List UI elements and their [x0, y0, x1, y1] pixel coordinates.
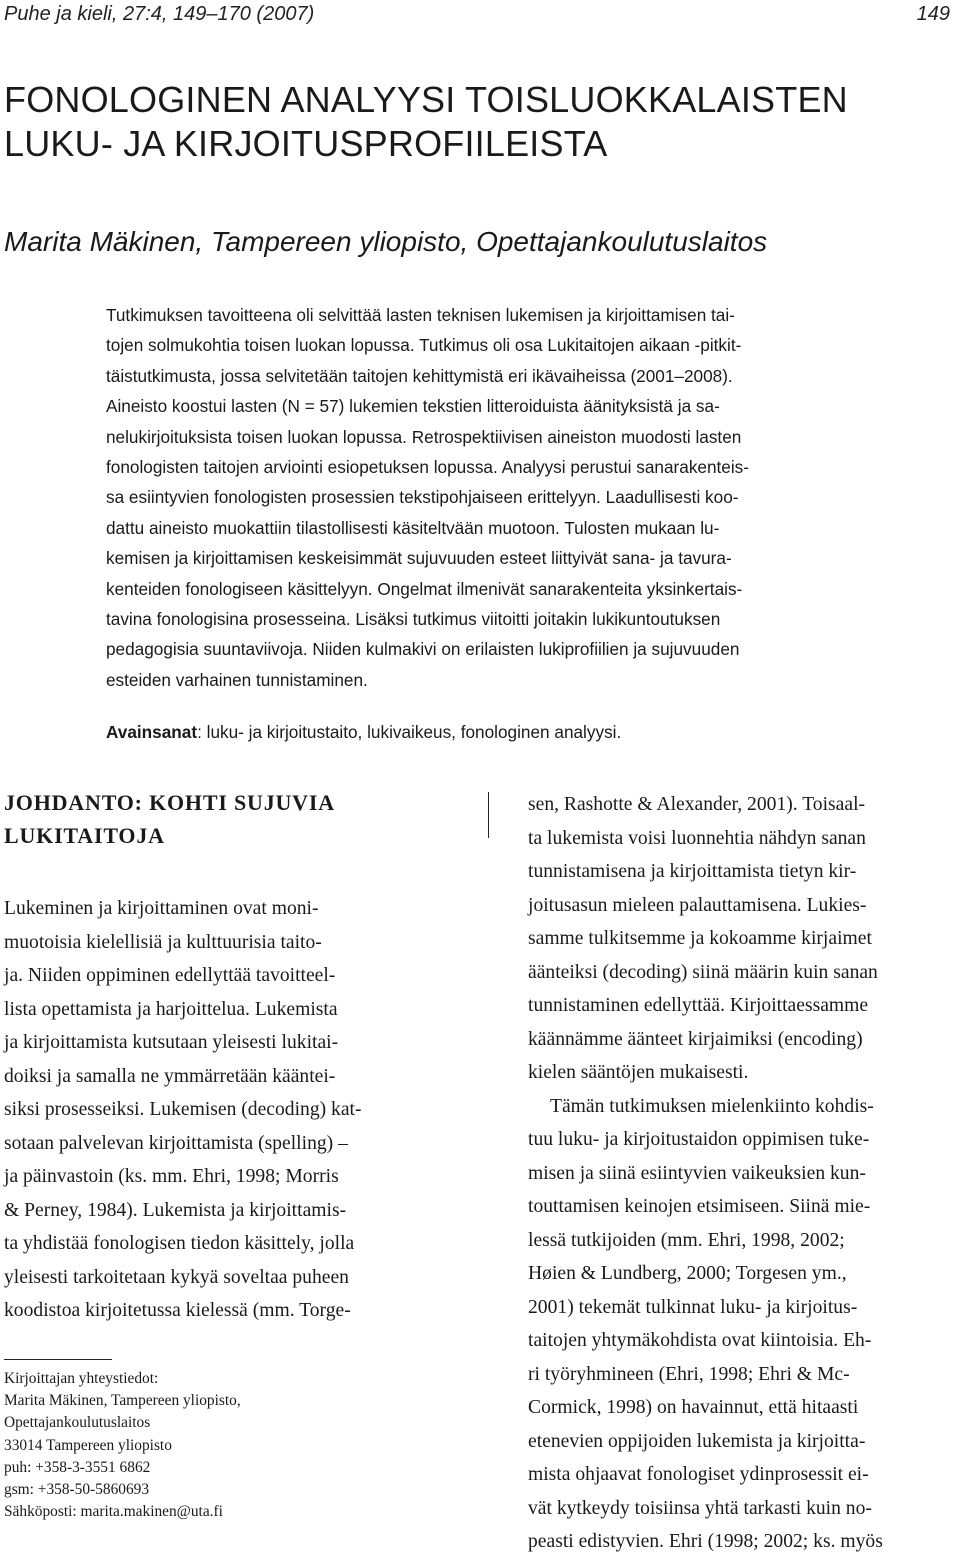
title-line: LUKU- JA KIRJOITUSPROFIILEISTA: [4, 123, 608, 164]
body-line: tuu luku- ja kirjoitustaidon oppimisen tuke-: [528, 1129, 870, 1150]
body-line: doiksi ja samalla ne ymmärretään kääntei-: [4, 1065, 336, 1087]
body-line: 2001) tekemät tulkinnat luku- ja kirjoitus-: [528, 1296, 858, 1318]
body-line: tunnistaminen edellyttää. Kirjoittaessamme: [528, 995, 869, 1016]
body-line: ja kirjoittamista kutsutaan yleisesti lukitai-: [4, 1032, 339, 1053]
body-line: Høien & Lundberg, 2000; Torgesen ym.,: [528, 1263, 847, 1284]
left-body-text: [4, 892, 436, 1328]
page-number: 149: [916, 3, 950, 25]
right-column: [528, 788, 956, 1559]
footnote-line: Opettajankoulutuslaitos: [4, 1414, 151, 1432]
abstract: [106, 300, 870, 695]
body-line: ri työryhmineen (Ehri, 1998; Ehri & Mc-: [528, 1363, 850, 1385]
body-line: ja päinvastoin (ks. mm. Ehri, 1998; Morris: [4, 1166, 339, 1187]
abstract-line: tavina fonologisina prosesseina. Lisäksi tutkimus viitoitti joitakin lukikuntoutuksen: [106, 609, 721, 630]
abstract-line: Tutkimuksen tavoitteena oli selvittää lasten teknisen lukemisen ja kirjoittamisen tai-: [106, 305, 735, 325]
keywords-text: : luku- ja kirjoitustaito, lukivaikeus, fonologinen analyysi.: [197, 722, 622, 742]
journal-citation: Puhe ja kieli, 27:4, 149–170 (2007): [4, 3, 315, 25]
body-line: mista ohjaavat fonologiset ydinprosessit ei-: [528, 1464, 869, 1485]
abstract-line: tojen solmukohtia toisen luokan lopussa. Tutkimus oli osa Lukitaitojen aikaan -pitkit-: [106, 335, 742, 356]
body-line: misen ja siinä esiintyvien vaikeuksien kun-: [528, 1162, 866, 1184]
article-title: [4, 78, 944, 166]
body-line: sen, Rashotte & Alexander, 2001). Toisaal-: [528, 794, 866, 815]
abstract-line: sa esiintyvien fonologisten prosessien tekstipohjaiseen erittelyyn. Laadullisesti koo-: [106, 487, 739, 508]
body-line: koodistoa kirjoitetussa kielessä (mm. Torge-: [4, 1300, 351, 1321]
body-line: etenevien oppijoiden lukemista ja kirjoitta-: [528, 1430, 866, 1452]
abstract-line: esteiden varhainen tunnistaminen.: [106, 669, 368, 690]
footnote-line: 33014 Tampereen yliopisto: [4, 1436, 172, 1454]
body-line: lista opettamista ja harjoittelua. Lukemista: [4, 998, 338, 1020]
column-divider: [488, 792, 489, 838]
body-line: ta yhdistää fonologisen tiedon käsittely, jolla: [4, 1233, 355, 1254]
footnote-line: Marita Mäkinen, Tampereen yliopisto,: [4, 1392, 241, 1410]
abstract-line: fonologisten taitojen arviointi esiopetuksen lopussa. Analyysi perustui sanarakenteis-: [106, 457, 750, 478]
footnote-line: gsm: +358-50-5860693: [4, 1481, 150, 1499]
body-line: kielen sääntöjen mukaisesti.: [528, 1062, 749, 1083]
body-line: taitojen yhtymäkohdista ovat kiintoisia. Eh-: [528, 1330, 872, 1351]
footnote-line: puh: +358-3-3551 6862: [4, 1458, 151, 1476]
body-line: & Perney, 1984). Lukemista ja kirjoittamis-: [4, 1199, 347, 1221]
footnote-line: Kirjoittajan yhteystiedot:: [4, 1370, 159, 1387]
body-line: touttamisen keinojen etsimiseen. Siinä mie-: [528, 1196, 871, 1217]
body-line: käännämme äänteet kirjaimiksi (encoding): [528, 1028, 863, 1050]
body-line: yleisesti tarkoitetaan kykyä soveltaa puheen: [4, 1266, 349, 1288]
abstract-line: Aineisto koostui lasten (N = 57) lukemien tekstien litteroiduista äänityksistä ja sa-: [106, 396, 720, 417]
author-contact-footnote: [4, 1368, 444, 1523]
body-line: joitusasun mieleen palauttamisena. Lukies-: [528, 894, 867, 916]
body-line: sotaan palvelevan kirjoittamista (spelling) –: [4, 1132, 348, 1154]
body-line: ta lukemista voisi luonnehtia nähdyn sanan: [528, 827, 866, 849]
running-head: [4, 3, 950, 27]
title-line: FONOLOGINEN ANALYYSI TOISLUOKKALAISTEN: [4, 79, 848, 120]
abstract-line: nelukirjoituksista toisen luokan lopussa. Retrospektiivisen aineiston muodosti lasten: [106, 426, 742, 447]
body-line: lessä tutkijoiden (mm. Ehri, 1998, 2002;: [528, 1229, 845, 1251]
section-heading: [4, 786, 436, 852]
body-line: vät kytkeydy toisiinsa yhtä tarkasti kuin no-: [528, 1497, 872, 1519]
footnote-line: Sähköposti: marita.makinen@uta.fi: [4, 1503, 223, 1521]
body-line: samme tulkitsemme ja kokoamme kirjaimet: [528, 928, 872, 949]
body-line: siksi prosesseiksi. Lukemisen (decoding) kat-: [4, 1099, 362, 1120]
abstract-line: kemisen ja kirjoittamisen keskeisimmät sujuvuuden esteet liittyivät sana- ja tavura-: [106, 548, 732, 569]
body-line: peasti edistyvien. Ehri (1998; 2002; ks. myös: [528, 1531, 883, 1552]
abstract-line: kenteiden fonologiseen käsittelyyn. Ongelmat ilmenivät sanarakenteita yksinkertais-: [106, 578, 743, 599]
abstract-line: täistutkimusta, jossa selvitetään taitojen kehittymistä eri ikävaiheissa (2001–2008).: [106, 365, 733, 386]
body-line: Tämän tutkimuksen mielenkiinto kohdis-: [550, 1095, 874, 1117]
footnote-rule: [4, 1359, 112, 1360]
keywords-label: Avainsanat: [106, 722, 198, 742]
left-column: [4, 786, 436, 1321]
body-line: ja. Niiden oppiminen edellyttää tavoitteel-: [4, 965, 336, 986]
body-line: Cormick, 1998) on havainnut, että hitaasti: [528, 1397, 859, 1418]
body-line: tunnistamisena ja kirjoittamista tietyn kir-: [528, 861, 857, 882]
abstract-line: dattu aineisto muokattiin tilastollisesti käsiteltvään muotoon. Tulosten mukaan lu-: [106, 517, 720, 538]
body-line: Lukeminen ja kirjoittaminen ovat moni-: [4, 898, 319, 919]
heading-line: JOHDANTO: KOHTI SUJUVIA: [4, 790, 335, 815]
heading-line: LUKITAITOJA: [4, 823, 165, 848]
abstract-line: pedagogisia suuntaviivoja. Niiden kulmakivi on erilaisten lukiprofiilien ja sujuvuuden: [106, 639, 740, 660]
body-line: äänteiksi (decoding) siinä määrin kuin sanan: [528, 961, 878, 983]
keywords: [106, 722, 870, 743]
body-line: muotoisia kielellisiä ja kulttuurisia taito-: [4, 931, 322, 953]
author-byline: Marita Mäkinen, Tampereen yliopisto, Opettajankoulutuslaitos: [4, 226, 768, 257]
